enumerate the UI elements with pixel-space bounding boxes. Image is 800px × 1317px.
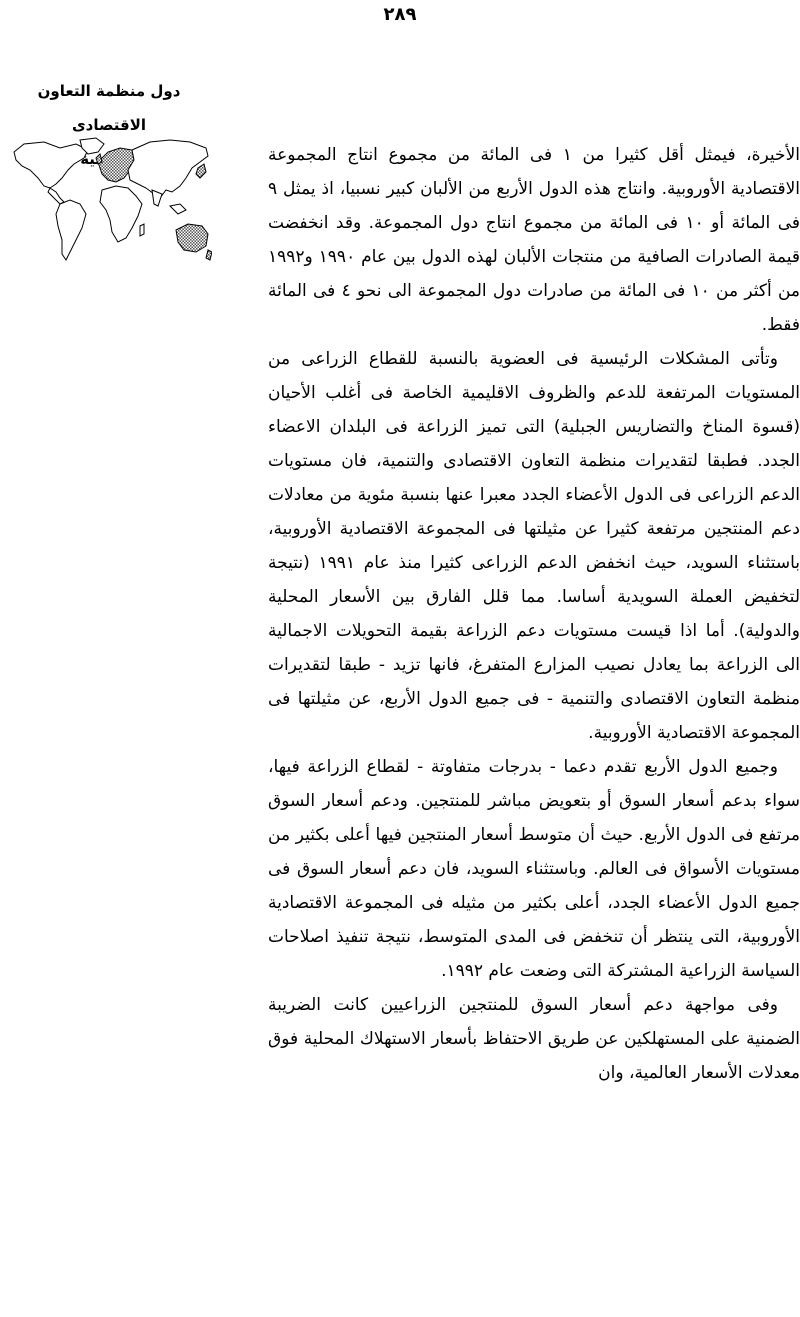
paragraph-3: وجميع الدول الأربع تقدم دعما - بدرجات متفاوتة - لقطاع الزراعة فيها، سواء بدعم أسعار السوق أو بتعويض مباشر للمنتجين. ودعم أسعار السوق مرتفع فى الدول الأربع. حيث أن متوسط أسعار المنتجين فيها أعلى بكثير من مستويات الأسواق فى العالم. وباستثناء السويد، فان دعم أسعار السوق فى جميع الدول الأعضاء الجدد، أعلى بكثير من مثيله فى المجموعة الاقتصادية الأوروبية، التى ينتظر أن تنخفض فى المدى المتوسط، نتيجة تنفيذ اصلاحات السياسة الزراعية المشتركة التى وضعت عام ١٩٩٢. bbox=[268, 757, 800, 981]
sidebar-title-line-1: دول منظمة التعاون الاقتصادى bbox=[37, 82, 181, 134]
body-text bbox=[268, 138, 800, 1090]
page-number: ٢٨٩ bbox=[383, 4, 417, 25]
paragraph-1: الأخيرة، فيمثل أقل كثيرا من ١ فى المائة من مجموع انتاج المجموعة الاقتصادية الأوروبية. وانتاج هذه الدول الأربع من الألبان كبير نسبيا، اذ يمثل ٩ فى المائة أو ١٠ فى المائة من مجموع انتاج دول المجموعة. وقد انخفضت قيمة الصادرات الصافية من منتجات الألبان لهذه الدول بين عام ١٩٩٠ و١٩٩٢ من أكثر من ١٠ فى المائة من صادرات دول المجموعة الى نحو ٤ فى المائة فقط. bbox=[268, 145, 800, 335]
world-map-icon bbox=[10, 134, 212, 266]
paragraph-2: وتأتى المشكلات الرئيسية فى العضوية بالنسبة للقطاع الزراعى من المستويات المرتفعة للدعم والظروف الاقليمية الخاصة فى أغلب الأحيان (قسوة المناخ والتضاريس الجبلية) التى تميز الزراعة فى البلدان الاعضاء الجدد. فطبقا لتقديرات منظمة التعاون الاقتصادى والتنمية، فان مستويات الدعم الزراعى فى الدول الأعضاء الجدد معبرا عنها بنسبة مئوية من معادلات دعم المنتجين مرتفعة كثيرا عن مثيلتها فى المجموعة الاقتصادية الأوروبية، باستثناء السويد، حيث انخفض الدعم الزراعى كثيرا منذ عام ١٩٩١ (نتيجة لتخفيض العملة السويدية أساسا. مما قلل الفارق بين الأسعار المحلية والدولية). أما اذا قيست مستويات دعم الزراعة بقيمة التحويلات الاجمالية الى الزراعة بما يعادل نصيب المزارع المتفرغ، فانها تزيد - طبقا لتقديرات منظمة التعاون الاقتصادى والتنمية - فى جميع الدول الأربع، عن مثيلتها فى المجموعة الاقتصادية الأوروبية. bbox=[268, 349, 800, 743]
paragraph-4: وفى مواجهة دعم أسعار السوق للمنتجين الزراعيين كانت الضريبة الضمنية على المستهلكين عن طريق الاحتفاظ بأسعار الاستهلاك المحلية فوق معدلات الأسعار العالمية، وان bbox=[268, 995, 800, 1083]
